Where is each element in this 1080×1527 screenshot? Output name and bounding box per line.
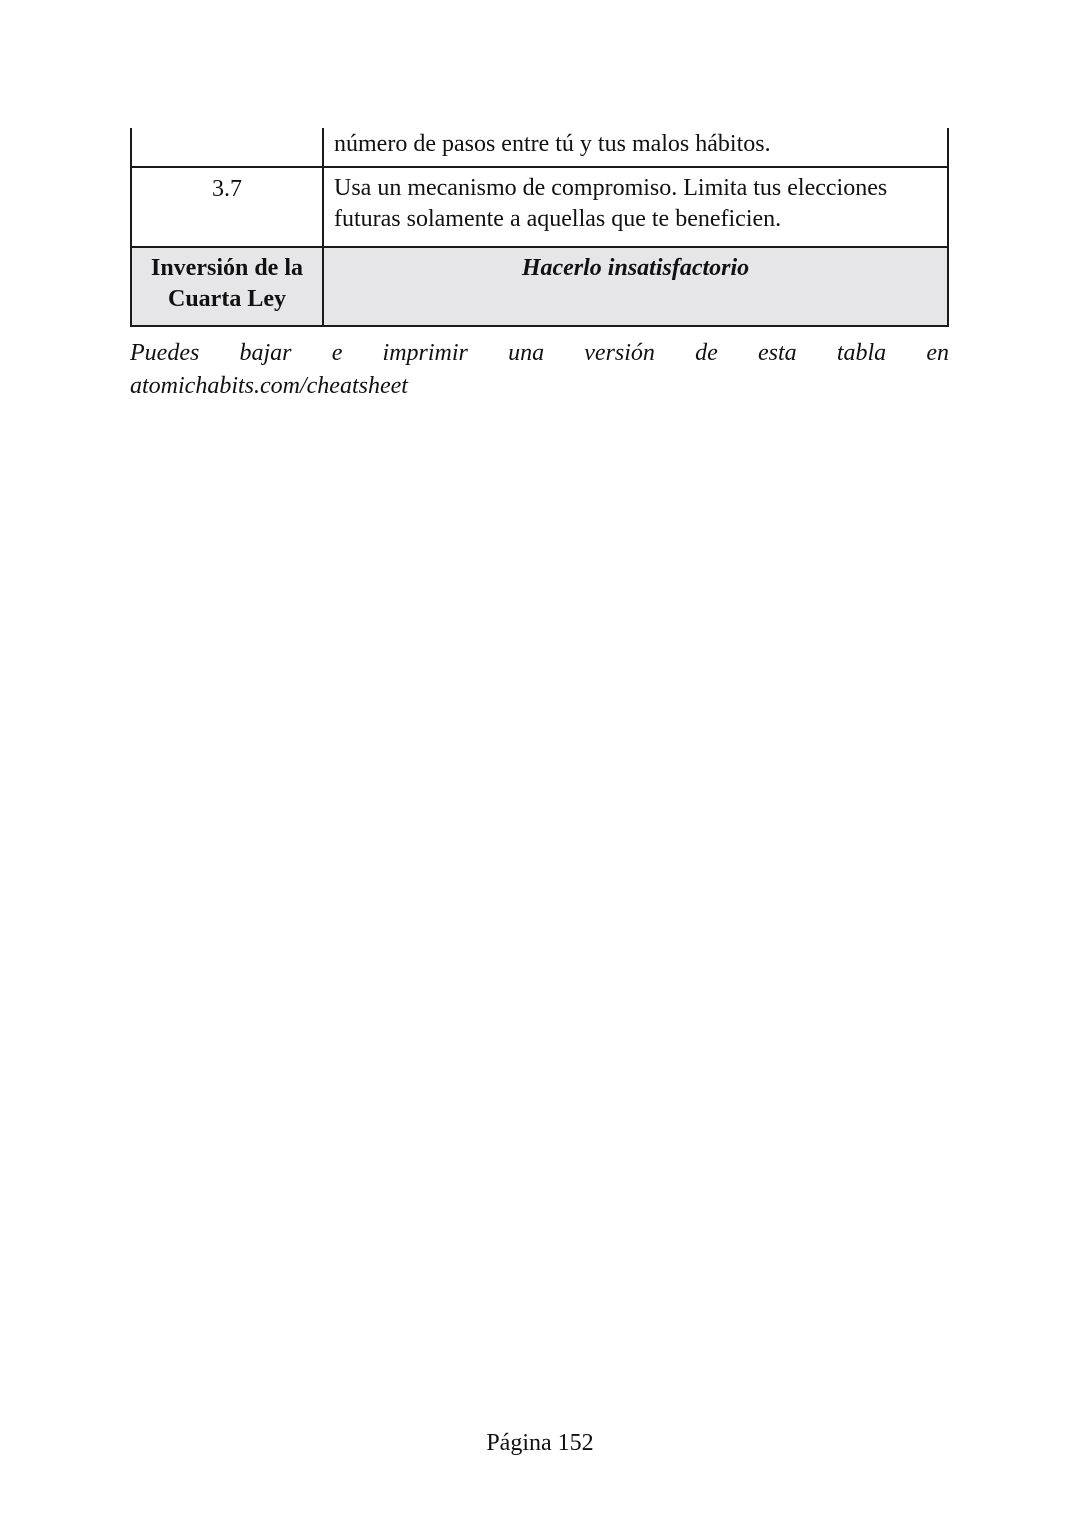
- inversion-label-line2: Cuarta Ley: [168, 286, 286, 312]
- inversion-label-line1: Inversión de la: [150, 255, 303, 281]
- inversion-header-row: [131, 247, 948, 326]
- table-row: [131, 167, 948, 247]
- inversion-label: [131, 247, 323, 326]
- download-note: [130, 337, 949, 403]
- download-note-url: atomichabits.com/cheatsheet: [130, 373, 408, 399]
- table-cell-number: 3.7: [131, 167, 323, 247]
- table-cell-text: número de pasos entre tú y tus malos hábitos.: [323, 128, 948, 167]
- download-note-text: Puedes bajar e imprimir una versión de esta tabla en: [130, 340, 949, 366]
- page-number: Página 152: [486, 1430, 594, 1456]
- table-cell-text: Usa un mecanismo de compromiso. Limita tus elecciones futuras solamente a aquellas que te beneficien.: [323, 167, 948, 247]
- table-row: [131, 128, 948, 167]
- table-cell-number: [131, 128, 323, 167]
- cheatsheet-table: [130, 128, 949, 327]
- inversion-title: Hacerlo insatisfactorio: [323, 247, 948, 326]
